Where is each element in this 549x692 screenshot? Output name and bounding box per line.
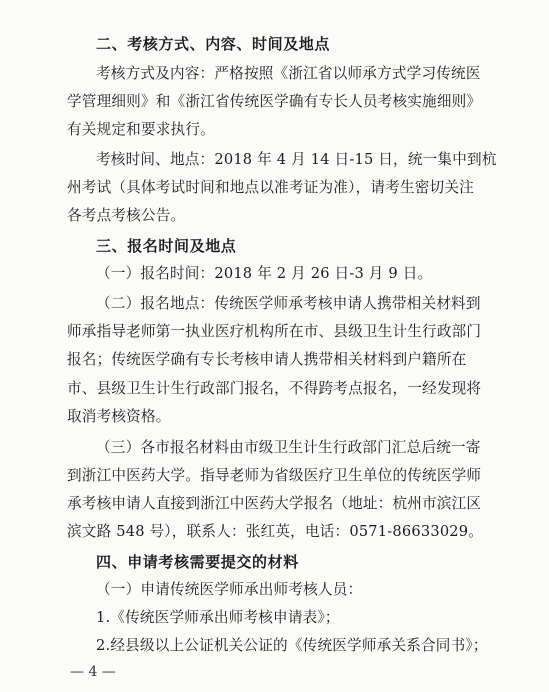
paragraph-line: （三）各市报名材料由市级卫生计生行政部门汇总后统一寄 [96, 439, 481, 456]
paragraph-line: 到浙江中医药大学。指导老师为省级医疗卫生单位的传统医学师 [67, 467, 482, 484]
paragraph-line: （二）报名地点：传统医学师承考核申请人携带相关材料到 [96, 295, 481, 312]
paragraph-line: 1.《传统医学师承出师考核申请表》； [96, 609, 340, 626]
paragraph-line: 师承指导老师第一执业医疗机构所在市、县级卫生计生行政部门 [67, 323, 482, 340]
paragraph-line: 取消考核资格。 [67, 408, 171, 425]
paragraph-line: 学管理细则》和《浙江省传统医学确有专长人员考核实施细则》 [67, 93, 482, 110]
section-heading: 三、报名时间及地点 [96, 237, 237, 255]
paragraph-line: 有关规定和要求执行。 [67, 121, 215, 138]
page-number: — 4 — [70, 664, 116, 680]
section-heading: 二、考核方式、内容、时间及地点 [96, 35, 331, 53]
paragraph-line: 报名；传统医学确有专长考核申请人携带相关材料到户籍所在 [67, 351, 467, 368]
paragraph-line: 考核时间、地点：2018 年 4 月 14 日-15 日，统一集中到杭 [96, 151, 497, 168]
paragraph-line: 州考试（具体考试时间和地点以准考证为准），请考生密切关注 [67, 179, 474, 196]
paragraph-line: 各考点考核公告。 [67, 207, 186, 224]
section-heading: 四、申请考核需要提交的材料 [96, 553, 299, 571]
paragraph-line: 2.经县级以上公证机关公证的《传统医学师承关系合同书》； [96, 637, 488, 654]
paragraph-line: 考核方式及内容：严格按照《浙江省以师承方式学习传统医 [96, 65, 481, 82]
paragraph-line: 市、县级卫生计生行政部门报名，不得跨考点报名，一经发现将 [67, 380, 482, 397]
paragraph-line: 承考核申请人直接到浙江中医药大学报名（地址：杭州市滨江区 [67, 495, 482, 512]
paragraph-line: （一）申请传统医学师承出师考核人员： [96, 581, 363, 598]
paragraph-line: （一）报名时间：2018 年 2 月 26 日-3 月 9 日。 [96, 265, 433, 282]
paragraph-line: 滨文路 548 号），联系人：张红英，电话：0571-86633029。 [67, 523, 484, 540]
